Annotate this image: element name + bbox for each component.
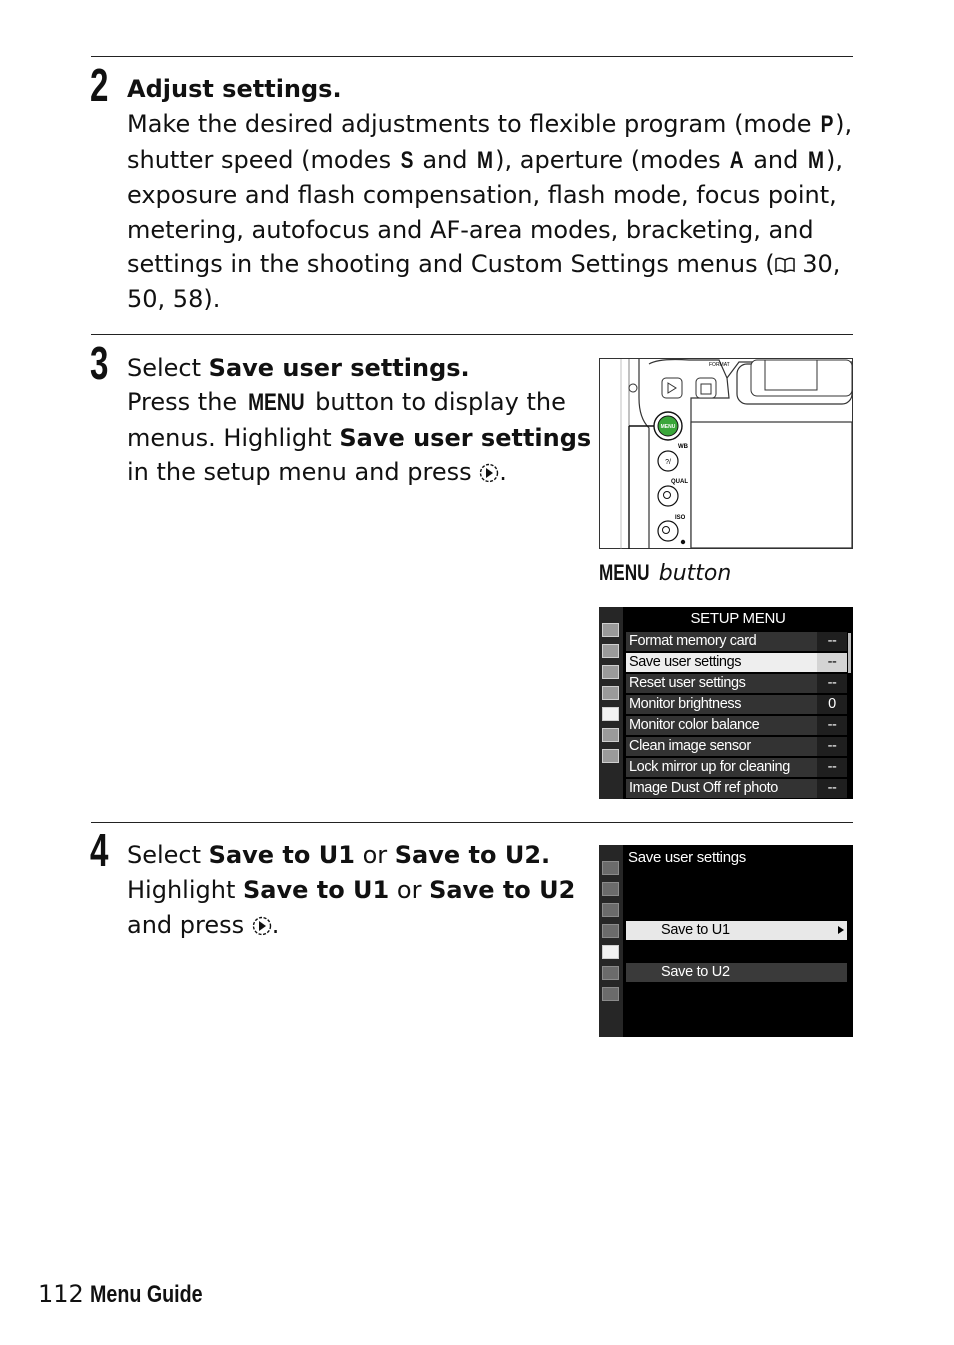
step-2-line-1: Make the desired adjustments to flexible program (mode P), <box>127 110 853 138</box>
pencil-icon <box>602 924 619 938</box>
menu-item-lock-mirror-up[interactable]: Lock mirror up for cleaning -- <box>626 758 847 777</box>
multi-selector-right-icon <box>252 916 272 936</box>
menu-item-save-to-u1[interactable]: Save to U1 <box>626 921 847 940</box>
camera-icon <box>602 882 619 896</box>
svg-text:QUAL: QUAL <box>671 479 688 485</box>
menu-item-save-user-settings[interactable]: Save user settings -- <box>626 653 847 672</box>
top-divider <box>91 56 853 57</box>
step-4-number: 4 <box>90 824 109 876</box>
step-3-heading: Select Save user settings. <box>127 354 470 382</box>
retouch-icon <box>602 966 619 980</box>
step-2-line-6: 50, 58). <box>127 284 221 313</box>
my-menu-icon <box>602 749 619 763</box>
svg-text:MENU: MENU <box>660 424 676 430</box>
page-footer <box>38 1278 227 1311</box>
step-4-body: Highlight Save to U1 or Save to U2 and press . <box>127 876 576 939</box>
step-3-divider <box>91 334 853 335</box>
step-2-number: 2 <box>90 59 109 111</box>
menu-item-save-to-u2[interactable]: Save to U2 <box>626 963 847 982</box>
setup-menu-screen <box>599 607 853 799</box>
svg-text:ISO: ISO <box>675 515 686 521</box>
menu-sidebar <box>599 845 623 1037</box>
menu-item-image-dust-off[interactable]: Image Dust Off ref photo -- <box>626 779 847 798</box>
menu-item-format-memory-card[interactable]: Format memory card -- <box>626 632 847 651</box>
step-3-body: Press the MENU button to display the menus. Highlight Save user settings in the setup menu and press . <box>127 388 592 487</box>
menu-item-clean-image-sensor[interactable]: Clean image sensor -- <box>626 737 847 756</box>
playback-menu-icon <box>602 623 619 637</box>
playback-menu-icon <box>602 861 619 875</box>
wrench-icon <box>602 707 619 721</box>
camera-back-illustration <box>599 358 853 549</box>
step-2-line-5: settings in the shooting and Custom Settings menus ( 30, <box>127 250 841 279</box>
step-3-number: 3 <box>90 337 109 389</box>
submenu-arrow-icon <box>838 926 844 934</box>
multi-selector-right-icon <box>479 463 499 483</box>
step-2-heading: Adjust settings. <box>127 75 342 103</box>
menu-item-reset-user-settings[interactable]: Reset user settings -- <box>626 674 847 693</box>
wrench-icon <box>602 945 619 959</box>
camera-icon <box>602 644 619 658</box>
save-user-settings-title: Save user settings <box>628 849 746 866</box>
format-label: FORMAT <box>709 362 730 368</box>
svg-text:?/: ?/ <box>665 459 671 466</box>
menu-item-monitor-brightness[interactable]: Monitor brightness 0 <box>626 695 847 714</box>
page-number: 112 <box>38 1280 84 1308</box>
menu-button-label: MENU <box>247 389 305 416</box>
step-4-heading: Select Save to U1 or Save to U2. <box>127 841 551 869</box>
movie-icon <box>602 665 619 679</box>
setup-menu-title: SETUP MENU <box>690 610 786 627</box>
menu-scrollbar <box>848 633 851 673</box>
menu-sidebar <box>599 607 623 799</box>
step-2-line-3: exposure and flash compensation, flash mode, focus point, <box>127 181 837 210</box>
save-user-settings-screen <box>599 845 853 1037</box>
menu-item-monitor-color-balance[interactable]: Monitor color balance -- <box>626 716 847 735</box>
camera-caption: MENU button <box>599 560 732 586</box>
pencil-icon <box>602 686 619 700</box>
svg-text:WB: WB <box>678 444 688 450</box>
retouch-icon <box>602 728 619 742</box>
book-reference-icon <box>775 257 795 273</box>
my-menu-icon <box>602 987 619 1001</box>
step-2-line-4: metering, autofocus and AF-area modes, bracketing, and <box>127 215 814 244</box>
movie-icon <box>602 903 619 917</box>
step-4-divider <box>91 822 853 823</box>
section-title: Menu Guide <box>89 1281 203 1308</box>
step-2-body <box>127 107 852 317</box>
step-2-line-2: shutter speed (modes S and M), aperture (modes A and M), <box>127 145 844 174</box>
